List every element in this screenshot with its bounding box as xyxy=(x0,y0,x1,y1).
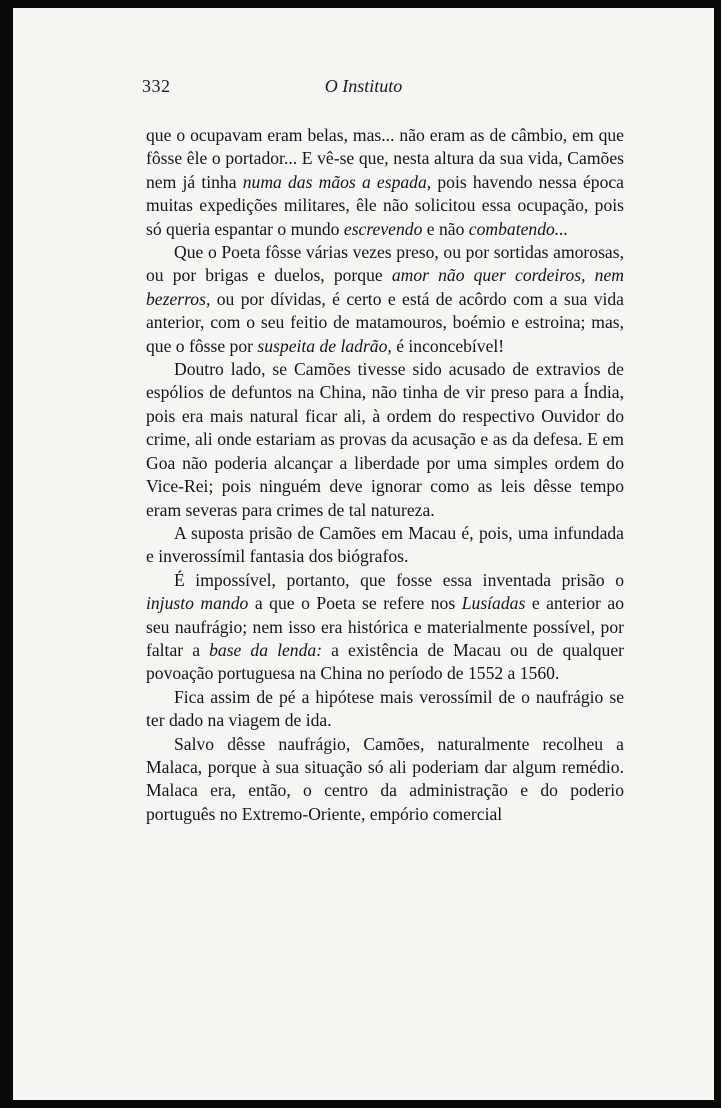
paragraph xyxy=(146,686,624,733)
text-run: a que o Poeta se refere nos xyxy=(248,593,462,614)
paragraph xyxy=(146,569,624,686)
italic-text: escrevendo xyxy=(343,218,423,239)
text-run: A suposta prisão de Camões em Macau é, pois, uma infundada e inverossímil fantasia dos biógrafos. xyxy=(146,522,624,567)
paragraph xyxy=(146,733,624,827)
italic-text: Lusíadas xyxy=(461,593,526,614)
body-text xyxy=(146,124,624,826)
paragraph xyxy=(146,241,624,358)
italic-text: suspeita de ladrão, xyxy=(257,335,392,356)
italic-text: amor não quer cordeiros, nem bezerros, xyxy=(146,265,624,309)
page-header xyxy=(13,76,714,100)
text-run: Doutro lado, se Camões tivesse sido acusado de extravios de espólios de defuntos na China, não tinha de vir preso para a Índia, pois era mais natural ficar ali, à ordem do respectivo Ouvidor do crime, ali onde estariam as provas da acusação e as da defesa. E em Goa não poderia alcançar a liberdade por uma simples ordem do Vice-Rei; pois ninguém deve ignorar como as leis dêsse tempo eram severas para crimes de tal natureza. xyxy=(146,359,624,520)
text-run: que o ocupavam eram belas, mas... não eram as de câmbio, em que fôsse êle o portador... E vê-se que, nesta altura da sua vida, Camões nem já tinha xyxy=(146,125,624,192)
italic-text: numa das mãos a espada, xyxy=(242,171,432,192)
text-run: ou por dívidas, é certo e está de acôrdo com a sua vida anterior, com o seu feitio de matamouros, boémio e estroina; mas, que o fôsse por xyxy=(146,288,624,356)
paragraph xyxy=(146,358,624,522)
text-run: é inconcebível! xyxy=(391,335,505,356)
running-title: O Instituto xyxy=(324,76,403,96)
paragraph xyxy=(146,522,624,569)
book-page xyxy=(13,8,714,1100)
text-run: e anterior ao seu naufrágio; nem isso era histórica e materialmente possível, por faltar a xyxy=(146,593,624,660)
text-run: pois havendo nessa época muitas expedições militares, êle não solicitou essa ocupação, pois só queria espantar o mundo xyxy=(146,171,624,239)
text-run: e não xyxy=(422,218,469,239)
page-number: 332 xyxy=(142,76,171,96)
italic-text: combatendo... xyxy=(468,218,568,239)
text-run: Que o Poeta fôsse várias vezes preso, ou por sortidas amorosas, ou por brigas e duelos, porque xyxy=(146,242,624,286)
text-run: Fica assim de pé a hipótese mais verossímil de o naufrágio se ter dado na viagem de ida. xyxy=(146,686,624,731)
italic-text: injusto mando xyxy=(146,593,249,614)
text-run: É impossível, portanto, que fosse essa inventada prisão o xyxy=(174,569,624,590)
text-run: a existência de Macau ou de qualquer povoação portuguesa na China no período de 1552 a 1560. xyxy=(146,639,624,684)
italic-text: base da lenda: xyxy=(209,639,323,660)
text-run: Salvo dêsse naufrágio, Camões, naturalmente recolheu a Malaca, porque à sua situação só ali poderiam dar algum remédio. Malaca era, então, o centro da administração e do poderio português no Extremo-Oriente, empório comercial xyxy=(146,733,624,824)
paragraph xyxy=(146,124,624,241)
